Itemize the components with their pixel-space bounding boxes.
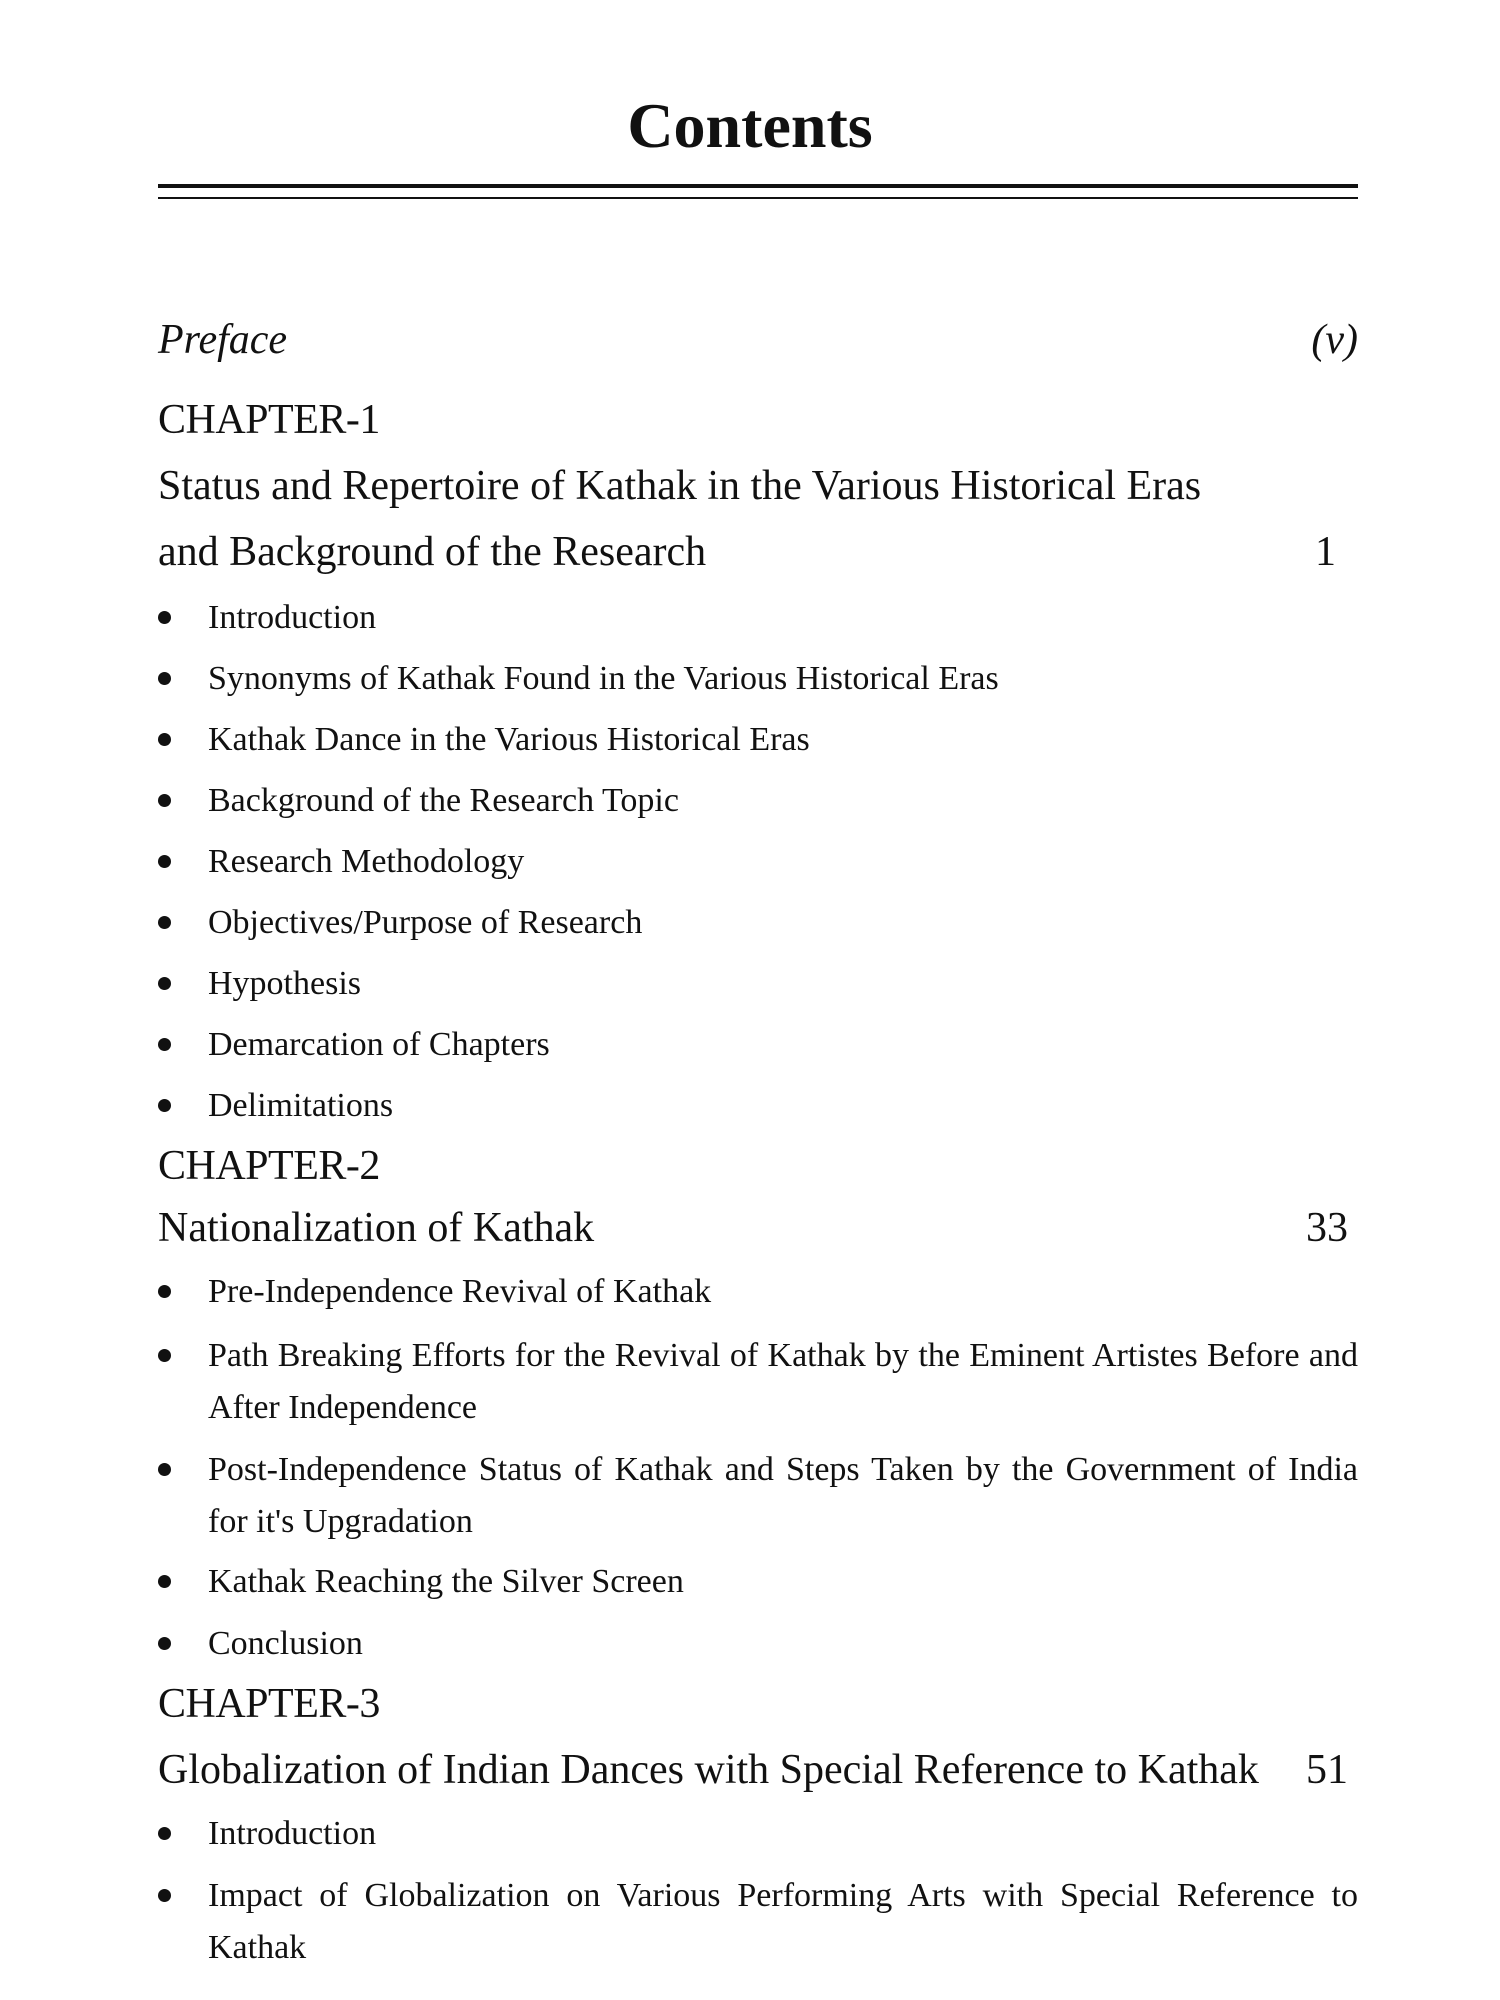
chapter-1-title-line-2: and Background of the Research — [158, 529, 707, 575]
chapter-3-title[interactable] — [158, 1742, 1358, 1798]
list-item-text: Research Methodology — [208, 843, 525, 880]
bullet-icon — [158, 1285, 171, 1298]
bullet-icon — [158, 1889, 171, 1902]
list-item-text: Path Breaking Efforts for the Revival of Kathak by the Eminent Artistes Before and After Independence — [208, 1337, 1358, 1426]
bullet-icon — [158, 1038, 171, 1051]
bullet-icon — [158, 1575, 171, 1588]
list-item[interactable] — [158, 1080, 1358, 1132]
list-item-text: Post-Independence Status of Kathak and Steps Taken by the Government of India for it's Upgradation — [208, 1451, 1358, 1540]
chapter-3-heading: CHAPTER-3 — [158, 1681, 380, 1727]
list-item-text: Introduction — [208, 1815, 377, 1852]
chapter-1-title[interactable] — [158, 458, 1358, 514]
list-item-text: Demarcation of Chapters — [208, 1026, 550, 1063]
list-item[interactable] — [158, 958, 1358, 1010]
bullet-icon — [158, 1099, 171, 1112]
list-item[interactable] — [158, 1266, 1358, 1318]
title-rule-thick — [158, 184, 1358, 188]
list-item-text: Kathak Reaching the Silver Screen — [208, 1563, 684, 1600]
list-item-text: Introduction — [208, 599, 377, 636]
list-item[interactable] — [158, 714, 1358, 766]
list-item[interactable] — [158, 897, 1358, 949]
bullet-icon — [158, 1463, 171, 1476]
list-item[interactable] — [158, 1444, 1358, 1548]
list-item[interactable] — [158, 1019, 1358, 1071]
chapter-1-title-cont[interactable] — [158, 524, 1358, 580]
list-item-text: Delimitations — [208, 1087, 394, 1124]
page-title: Contents — [627, 90, 873, 161]
chapter-1-title-line-1: Status and Repertoire of Kathak in the Various Historical Eras — [158, 463, 1202, 509]
chapter-1-heading: CHAPTER-1 — [158, 397, 380, 443]
bullet-icon — [158, 611, 171, 624]
chapter-2-page-number: 33 — [1306, 1205, 1348, 1251]
bullet-icon — [158, 672, 171, 685]
list-item-text: Synonyms of Kathak Found in the Various Historical Eras — [208, 660, 999, 697]
bullet-icon — [158, 977, 171, 990]
list-item[interactable] — [158, 1808, 1358, 1860]
preface-page-number: (v) — [1311, 317, 1358, 363]
list-item[interactable] — [158, 775, 1358, 827]
bullet-icon — [158, 733, 171, 746]
list-item-text: Conclusion — [208, 1625, 363, 1662]
chapter-2-heading: CHAPTER-2 — [158, 1143, 380, 1189]
chapter-2-title[interactable] — [158, 1200, 1358, 1256]
list-item-text: Kathak Dance in the Various Historical Eras — [208, 721, 810, 758]
bullet-icon — [158, 916, 171, 929]
list-item[interactable] — [158, 1870, 1358, 1974]
bullet-icon — [158, 794, 171, 807]
list-item-text: Pre-Independence Revival of Kathak — [208, 1273, 712, 1310]
toc-entry-preface[interactable] — [158, 312, 1358, 368]
chapter-3-title-line-1: Globalization of Indian Dances with Special Reference to Kathak — [158, 1747, 1259, 1793]
chapter-3-page-number: 51 — [1306, 1747, 1348, 1793]
list-item[interactable] — [158, 592, 1358, 644]
bullet-icon — [158, 1637, 171, 1650]
list-item[interactable] — [158, 836, 1358, 888]
list-item-text: Impact of Globalization on Various Performing Arts with Special Reference to Kathak — [208, 1877, 1358, 1966]
list-item-text: Objectives/Purpose of Research — [208, 904, 643, 941]
list-item[interactable] — [158, 1330, 1358, 1434]
list-item-text: Hypothesis — [208, 965, 361, 1002]
preface-label: Preface — [158, 317, 288, 363]
chapter-2-title-line-1: Nationalization of Kathak — [158, 1205, 595, 1251]
chapter-1-page-number: 1 — [1315, 529, 1336, 575]
list-item[interactable] — [158, 1556, 1358, 1608]
bullet-icon — [158, 1349, 171, 1362]
list-item[interactable] — [158, 653, 1358, 705]
list-item-text: Background of the Research Topic — [208, 782, 679, 819]
bullet-icon — [158, 855, 171, 868]
bullet-icon — [158, 1827, 171, 1840]
list-item[interactable] — [158, 1618, 1358, 1670]
title-rule-thin — [158, 197, 1358, 199]
